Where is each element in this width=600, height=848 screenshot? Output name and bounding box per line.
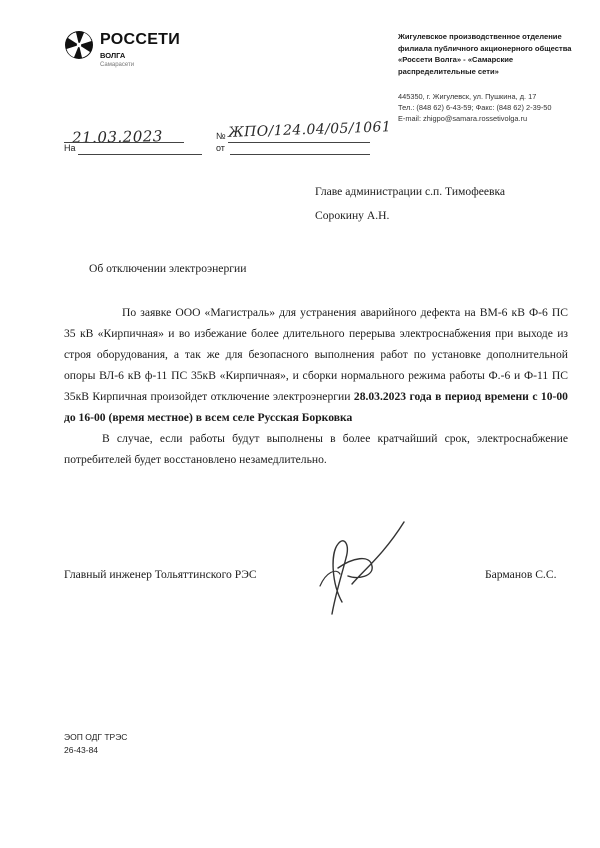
number-underline: [228, 142, 370, 143]
body-paragraph-1: [64, 302, 568, 428]
body-paragraph-2: В случае, если работы будут выполнены в более кратчайший срок, электроснабжение потребителей будет восстановлено незамедлительно.: [64, 432, 568, 466]
logo-branch: Самарасети: [100, 62, 135, 68]
organisation-phone: Тел.: (848 62) 6-43-59; Факс: (848 62) 2-39-50: [398, 103, 552, 112]
reference-ot-line: [230, 154, 370, 155]
outage-period-highlight: 28.03.2023 года в период времени с 10-00 до 16-00 (время местное) в всем селе Русская Борковка: [64, 390, 568, 424]
reference-na-line: [78, 154, 202, 155]
signatory-name: Барманов С.С.: [485, 568, 557, 581]
logo-title: РОССЕТИ: [100, 31, 181, 48]
organisation-name: [398, 31, 588, 77]
body-paragraph-1-text: По заявке ООО «Магистраль» для устранения аварийного дефекта на ВМ-6 кВ Ф-6 ПС 35 кВ «Кирпичная» и во избежание более длительного перерыва электроснабжения при выходе из строя оборудования, а так же для безопасного выполнения работ по установке дополнительной опоры ВЛ-6 кВ ф-11 ПС 35кВ «Кирпичная», и сборки нормального режима работы Ф.-6 и Ф-11 ПС 35кВ Кирпичная произойдет отключение электроэнергии: [64, 306, 568, 403]
rosseti-logo-icon: [64, 30, 94, 60]
signatory-role: Главный инженер Тольяттинского РЭС: [64, 568, 257, 581]
reference-ot-label: от: [216, 143, 225, 153]
reference-na-label: На: [64, 143, 76, 153]
company-logo: [64, 28, 184, 78]
footer-department: ЭОП ОДГ ТРЭС: [64, 732, 128, 742]
organisation-name-line: распределительные сети»: [398, 66, 499, 76]
footer-phone: 26-43-84: [64, 745, 99, 755]
footer-contact: [64, 731, 127, 757]
letter-subject: Об отключении электроэнергии: [89, 262, 247, 275]
date-underline: [64, 142, 184, 143]
organisation-address: 445350, г. Жигулевск, ул. Пушкина, д. 17: [398, 92, 537, 101]
organisation-contacts: [398, 91, 588, 124]
organisation-block: [398, 31, 588, 124]
handwritten-number: ЖПО/124.04/05/1061: [227, 119, 392, 141]
addressee: [315, 180, 505, 228]
addressee-position: Главе администрации с.п. Тимофеевка: [315, 185, 506, 198]
organisation-name-line: Жигулевское производственное отделение: [398, 32, 562, 41]
number-label: №: [216, 131, 226, 141]
handwritten-date: 21.03.2023: [71, 127, 164, 147]
organisation-name-line: филиала публичного акционерного общества: [398, 43, 572, 53]
organisation-name-line: «Россети Волга» - «Самарские: [398, 55, 514, 64]
logo-subtitle: ВОЛГА: [100, 51, 126, 60]
organisation-email: E-mail: zhigpo@samara.rossetivolga.ru: [398, 114, 528, 123]
addressee-name: Сорокину А.Н.: [315, 209, 390, 222]
handwritten-signature: [292, 514, 412, 634]
